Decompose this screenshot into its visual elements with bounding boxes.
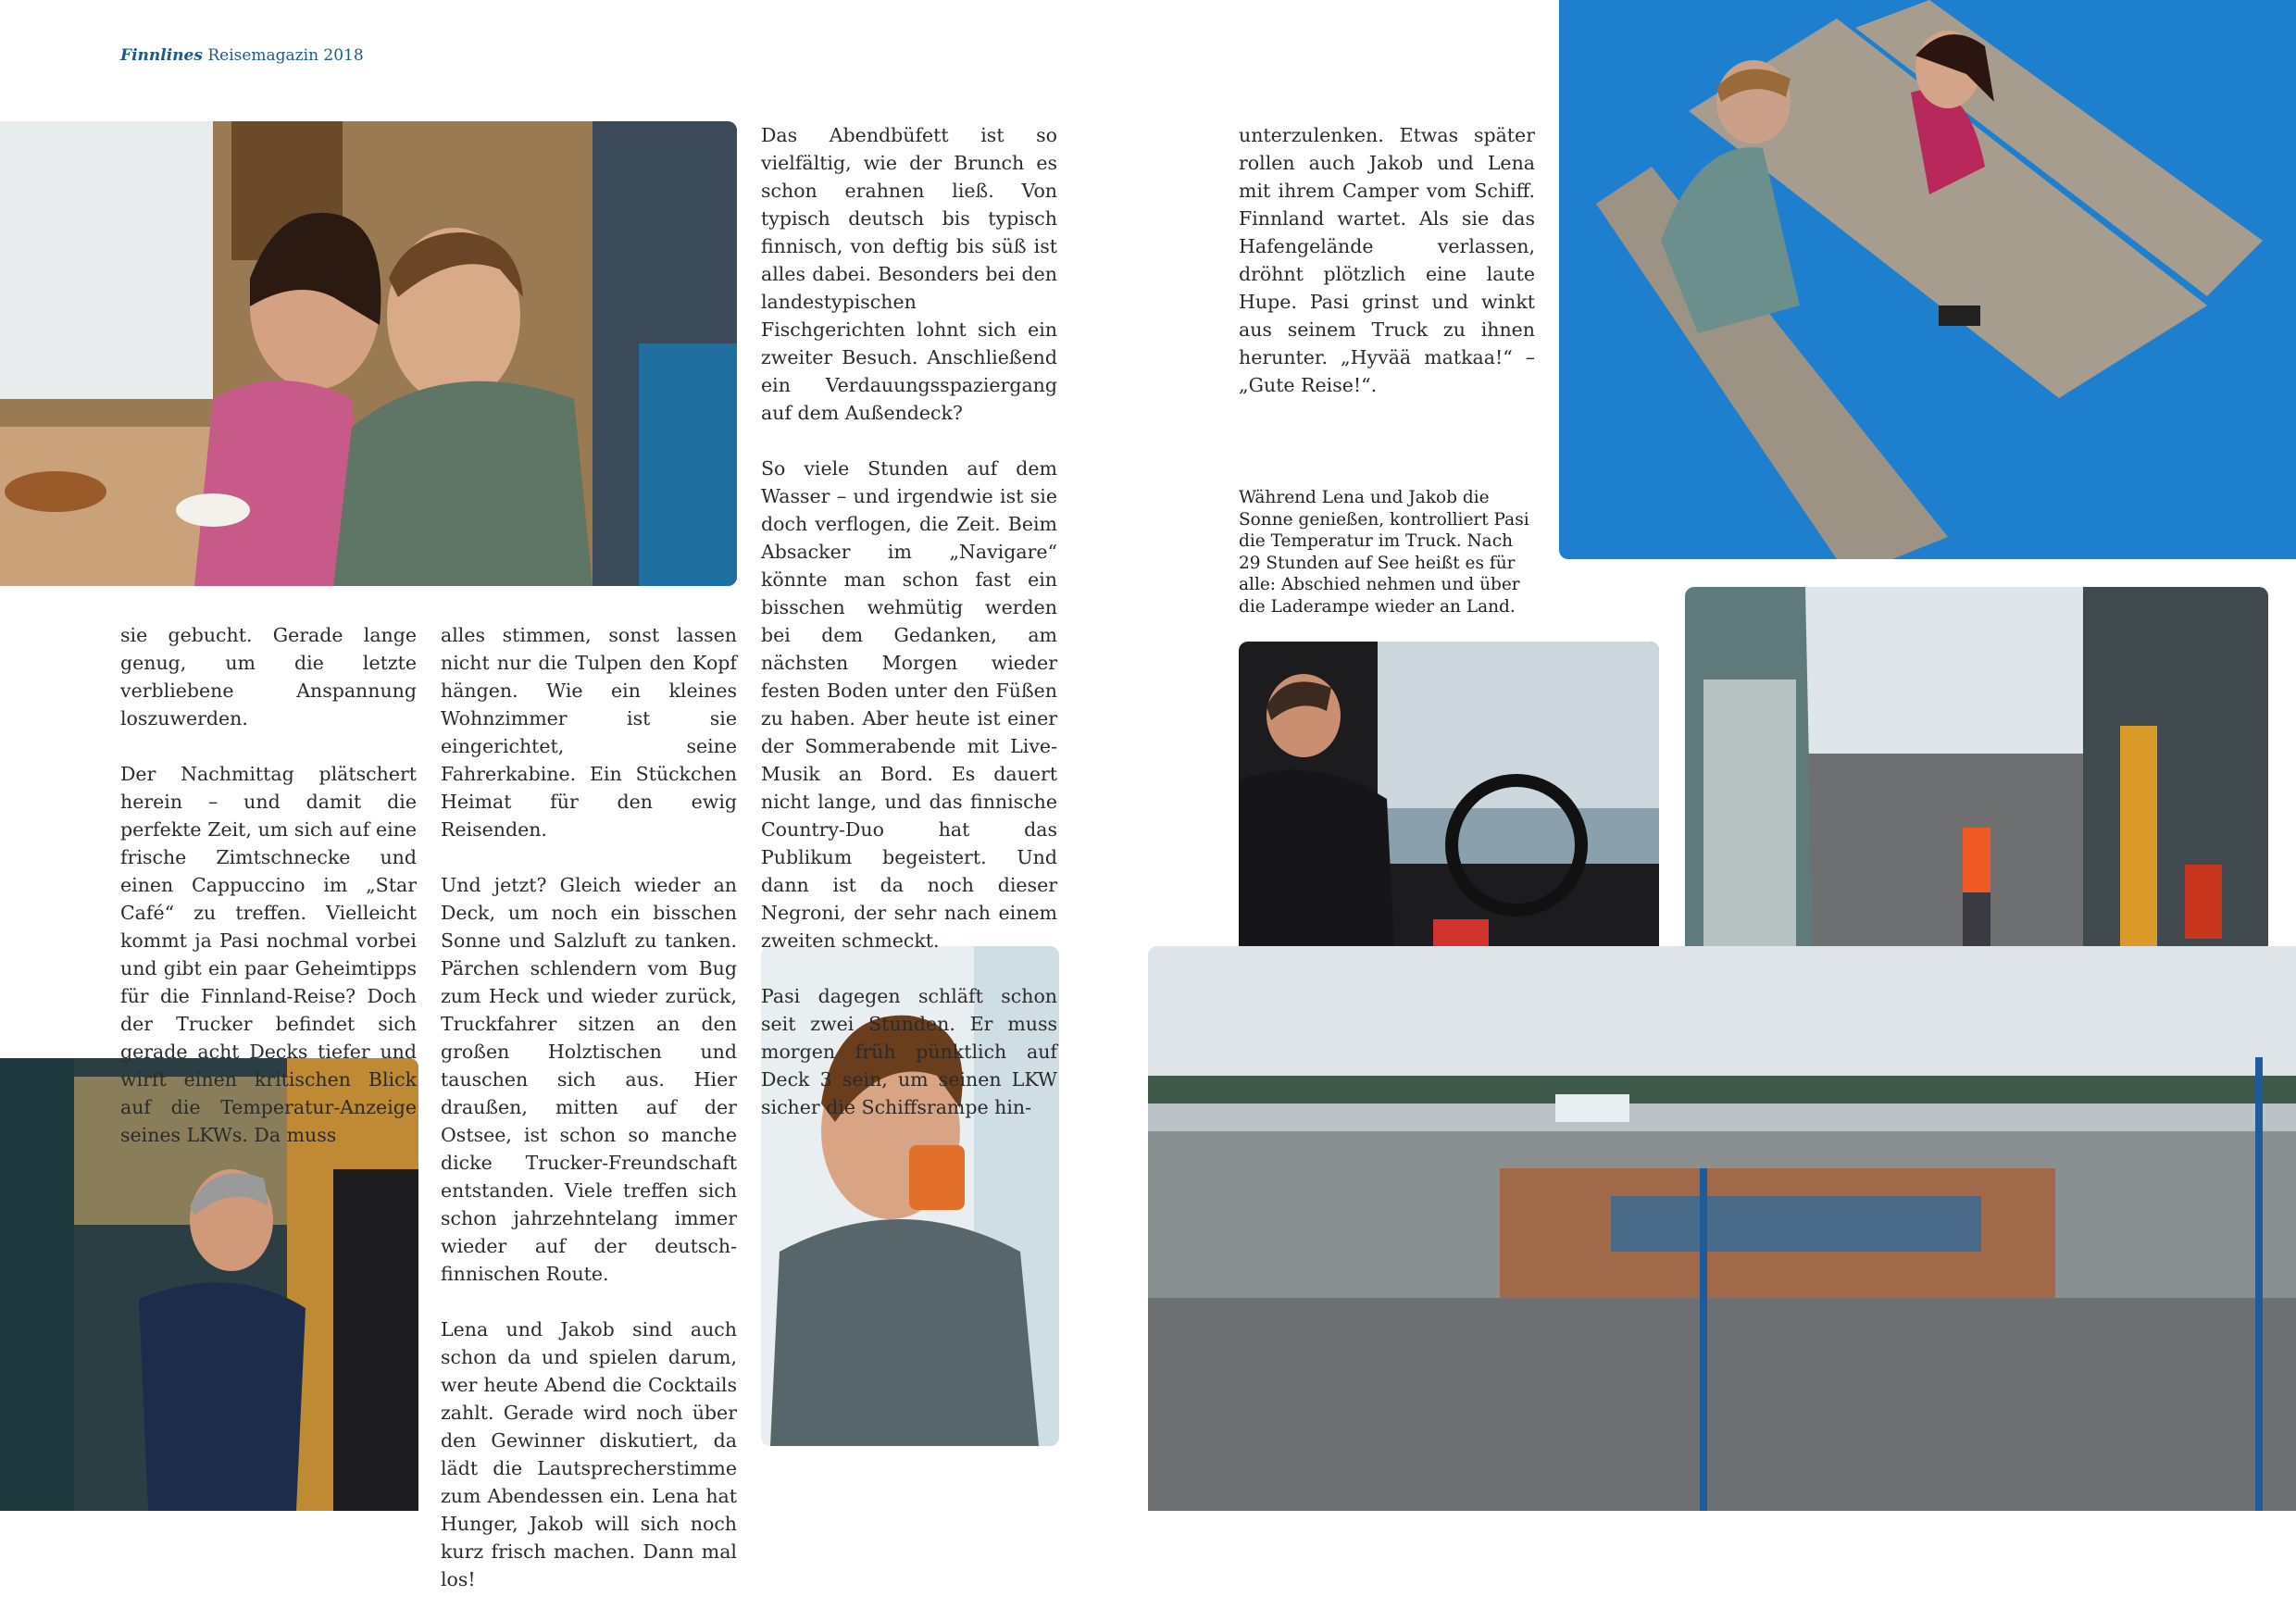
paragraph: Und jetzt? Gleich wieder an Deck, um noch ein bisschen Sonne und Salzluft zu tanken. Pärchen schlendern vom Bug zum Heck und wieder zurück, Truckfahrer sitzen an den großen Holztischen und tauschen sich aus. Hier draußen, mitten auf der Ostsee, ist schon so manche dicke Trucker-Freundschaft entstanden. Viele treffen sich schon jahrzehntelang immer wieder auf der deutsch-finnischen Route. [441,874,737,1285]
magazine-title: Reisemagazin 2018 [207,46,364,65]
photo-caption: Während Lena und Jakob die Sonne genießen, kontrolliert Pasi die Temperatur im Truck. Nach 29 Stunden auf See heißt es für alle: Abschied nehmen und über die Laderampe wieder an Land. [1239,488,1529,617]
paragraph: Pasi dagegen schläft schon seit zwei Stunden. Er muss morgen früh pünktlich auf Deck 3 sein, um seinen LKW sicher die Schiffsrampe hin- [761,985,1057,1118]
text-column-2 [441,621,737,1621]
photo-couple-picnic-table [1559,0,2296,559]
page-header [120,46,364,65]
paragraph: unterzulenken. Etwas später rollen auch Jakob und Lena mit ihrem Camper vom Schiff. Finnland wartet. Als sie das Hafengelände verlassen, dröhnt plötzlich eine laute Hupe. Pasi grinst und winkt aus seinem Truck zu ihnen herunter. „Hyvää matkaa!“ – „Gute Reise!“. [1239,124,1535,396]
paragraph: Lena und Jakob sind auch schon da und spielen darum, wer heute Abend die Cocktails zahlt. Gerade wird noch über den Gewinner diskutiert, da lädt die Lautsprecherstimme zum Abendessen ein. Lena hat Hunger, Jakob will sich noch kurz frisch machen. Dann mal los! [441,1318,737,1590]
text-column-1 [120,621,417,1177]
paragraph: Der Nachmittag plätschert herein – und damit die perfekte Zeit, um sich auf eine frische Zimtschnecke und einen Cappuccino im „Star Café“ zu treffen. Vielleicht kommt ja Pasi nochmal vorbei und gibt ein paar Geheimtipps für die Finnland-Reise? Doch der Trucker befindet sich gerade acht Decks tiefer und wirft einen kritischen Blick auf die Temperatur-Anzeige seines LKWs. Da muss [120,763,417,1146]
paragraph: So viele Stunden auf dem Wasser – und irgendwie ist sie doch verflogen, die Zeit. Beim Absacker im „Navigare“ könnte man schon fast ein bisschen wehmütig werden bei dem Gedanken, am nächsten Morgen wieder festen Boden unter den Füßen zu haben. Aber heute ist einer der Sommerabende mit Live-Musik an Bord. Es dauert nicht lange, und das finnische Country-Duo hat das Publikum begeistert. Und dann ist da noch dieser Negroni, der sehr nach einem zweiten schmeckt. [761,457,1057,952]
text-column-4 [1239,121,1535,427]
paragraph: sie gebucht. Gerade lange genug, um die letzte verbliebene Anspannung loszuwerden. [120,624,417,729]
paragraph: alles stimmen, sonst lassen nicht nur die Tulpen den Kopf hängen. Wie ein kleines Wohnzimmer ist sie eingerichtet, seine Fahrerkabine. Ein Stückchen Heimat für den ewig Reisenden. [441,624,737,841]
photo-couple-cafe [0,121,737,586]
photo-trucker-cab [1239,642,1659,986]
brand-name: Finnlines [120,46,203,65]
paragraph: Das Abendbüfett ist so vielfältig, wie der Brunch es schon erahnen ließ. Von typisch deutsch bis typisch finnisch, von deftig bis süß ist alles dabei. Besonders bei den landestypischen Fischgerichten lohnt sich ein zweiter Besuch. Anschließend ein Verdauungsspaziergang auf dem Außendeck? [761,124,1057,424]
text-column-3 [761,121,1057,1149]
photo-harbor-port [1148,946,2296,1511]
